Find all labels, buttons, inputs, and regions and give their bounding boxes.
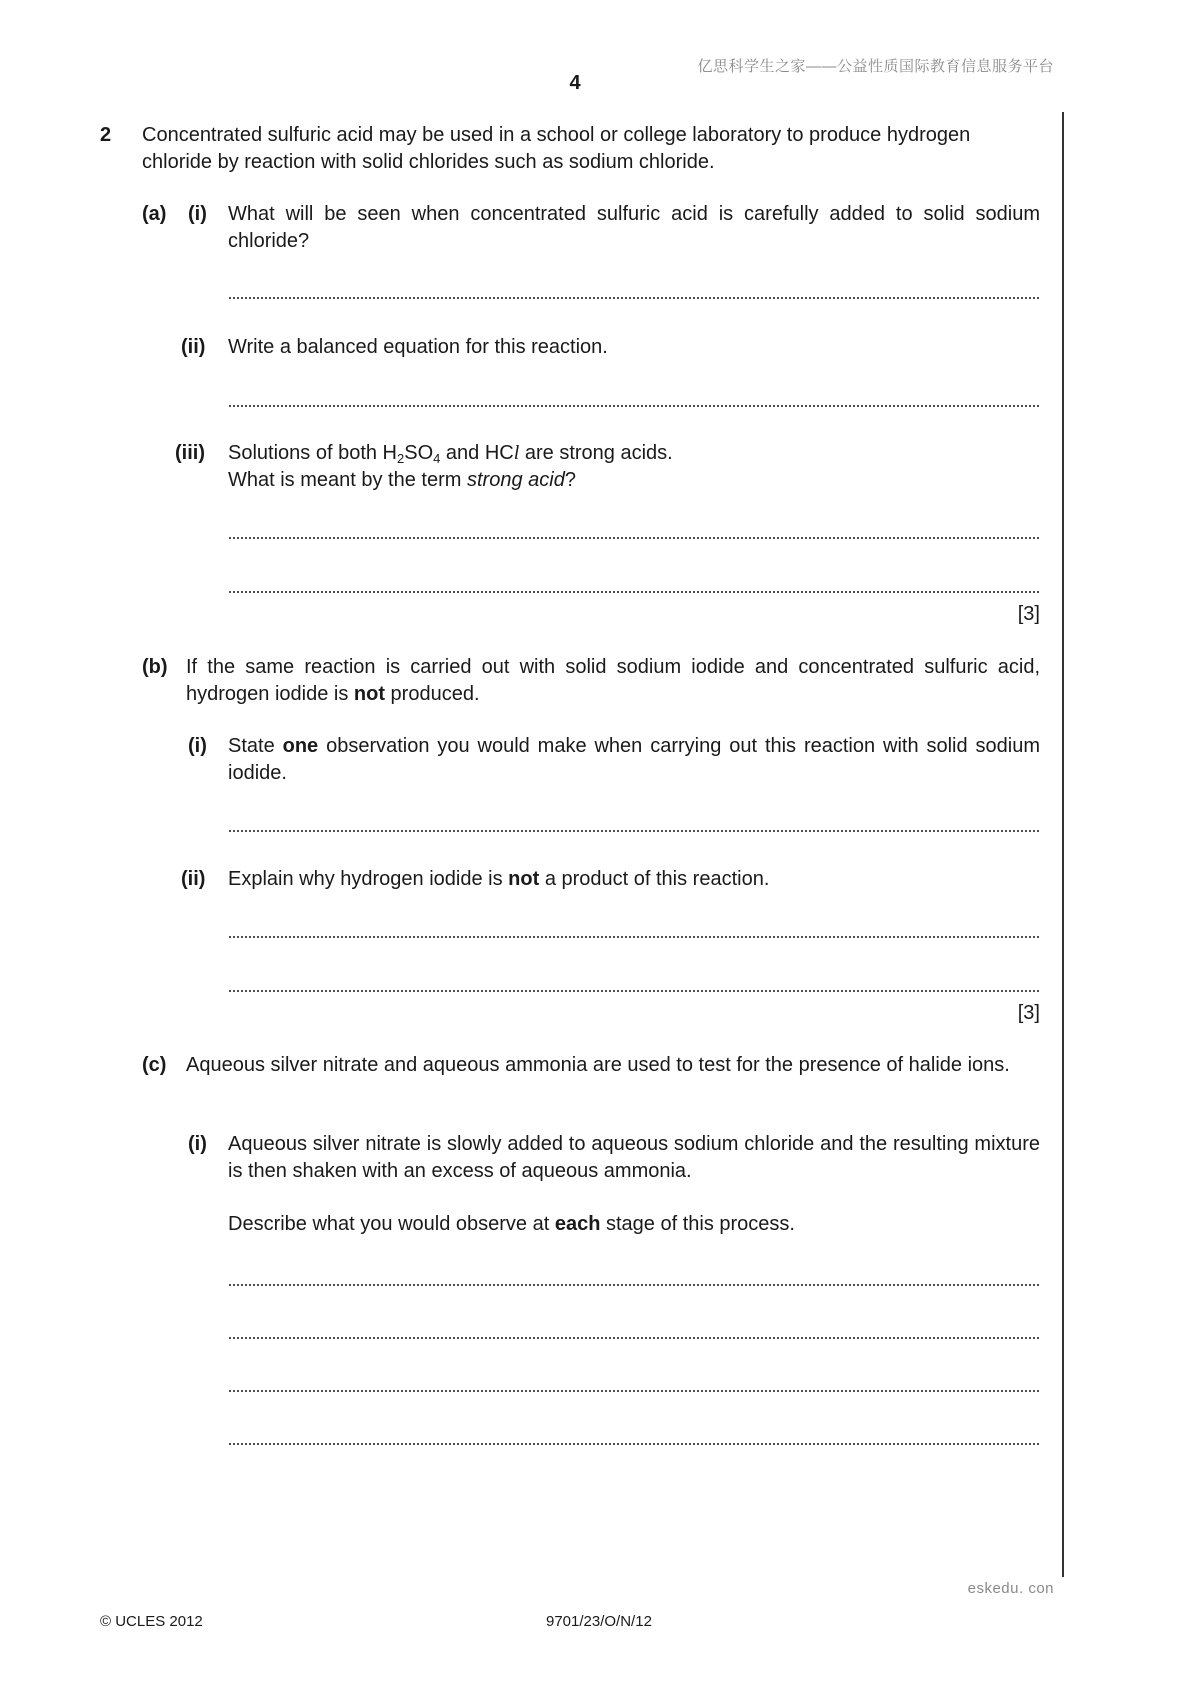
- answer-line-c-i-4[interactable]: [228, 1443, 1040, 1445]
- answer-line-b-i[interactable]: [228, 830, 1040, 832]
- part-a-i-label: (i): [188, 203, 207, 225]
- answer-line-b-ii-2[interactable]: [228, 990, 1040, 992]
- answer-line-a-iii-2[interactable]: [228, 591, 1040, 593]
- answer-line-c-i-2[interactable]: [228, 1337, 1040, 1339]
- part-b-ii-label: (ii): [181, 868, 206, 890]
- part-b-ii-text: Explain why hydrogen iodide is not a product of this reaction.: [228, 868, 770, 890]
- answer-line-c-i-1[interactable]: [228, 1284, 1040, 1286]
- part-a-iii-line1: Solutions of both $H_2SO_4$ and HCl are strong acids.: [228, 442, 673, 466]
- page-number: 4: [569, 72, 581, 94]
- part-a-ii-text: Write a balanced equation for this reaction.: [228, 336, 608, 358]
- question-number: 2: [100, 124, 112, 146]
- watermark-text: 亿思科学生之家——公益性质国际教育信息服务平台: [697, 58, 1054, 75]
- part-b-label: (b): [142, 656, 168, 678]
- answer-line-a-i[interactable]: [228, 297, 1040, 299]
- part-a-iii-label: (iii): [175, 442, 205, 464]
- marks-a: [3]: [1017, 603, 1040, 625]
- copyright-text: © UCLES 2012: [100, 1613, 203, 1630]
- part-a-ii-label: (ii): [181, 336, 206, 358]
- part-a-i-text: What will be seen when concentrated sulfuric acid is carefully added to solid sodium chloride?: [228, 203, 1040, 252]
- part-c-i-text: Aqueous silver nitrate is slowly added to aqueous sodium chloride and the resulting mixture is then shaken with an excess of aqueous ammonia.: [228, 1133, 1040, 1182]
- part-c-intro: Aqueous silver nitrate and aqueous ammonia are used to test for the presence of halide ions.: [186, 1054, 1010, 1076]
- part-c-i-describe: Describe what you would observe at each stage of this process.: [228, 1213, 795, 1235]
- marks-b: [3]: [1017, 1002, 1040, 1024]
- site-watermark: eskedu. con: [967, 1580, 1054, 1597]
- part-a-iii-line2: What is meant by the term strong acid?: [228, 469, 576, 491]
- part-a-label: (a): [142, 203, 167, 225]
- question-intro: Concentrated sulfuric acid may be used in a school or college laboratory to produce hydrogen chloride by reaction with solid chlorides such as sodium chloride.: [142, 124, 971, 173]
- part-b-intro: If the same reaction is carried out with solid sodium iodide and concentrated sulfuric acid, hydrogen iodide is not produced.: [186, 656, 1040, 705]
- part-b-i-text: State one observation you would make when carrying out this reaction with solid sodium iodide.: [228, 735, 1040, 784]
- answer-line-a-iii-1[interactable]: [228, 537, 1040, 539]
- part-c-i-label: (i): [188, 1133, 207, 1155]
- part-b-i-label: (i): [188, 735, 207, 757]
- paper-code: 9701/23/O/N/12: [546, 1613, 652, 1630]
- answer-line-a-ii[interactable]: [228, 405, 1040, 407]
- answer-line-c-i-3[interactable]: [228, 1390, 1040, 1392]
- margin-line: [1062, 112, 1064, 1577]
- part-c-label: (c): [142, 1054, 167, 1076]
- answer-line-b-ii-1[interactable]: [228, 936, 1040, 938]
